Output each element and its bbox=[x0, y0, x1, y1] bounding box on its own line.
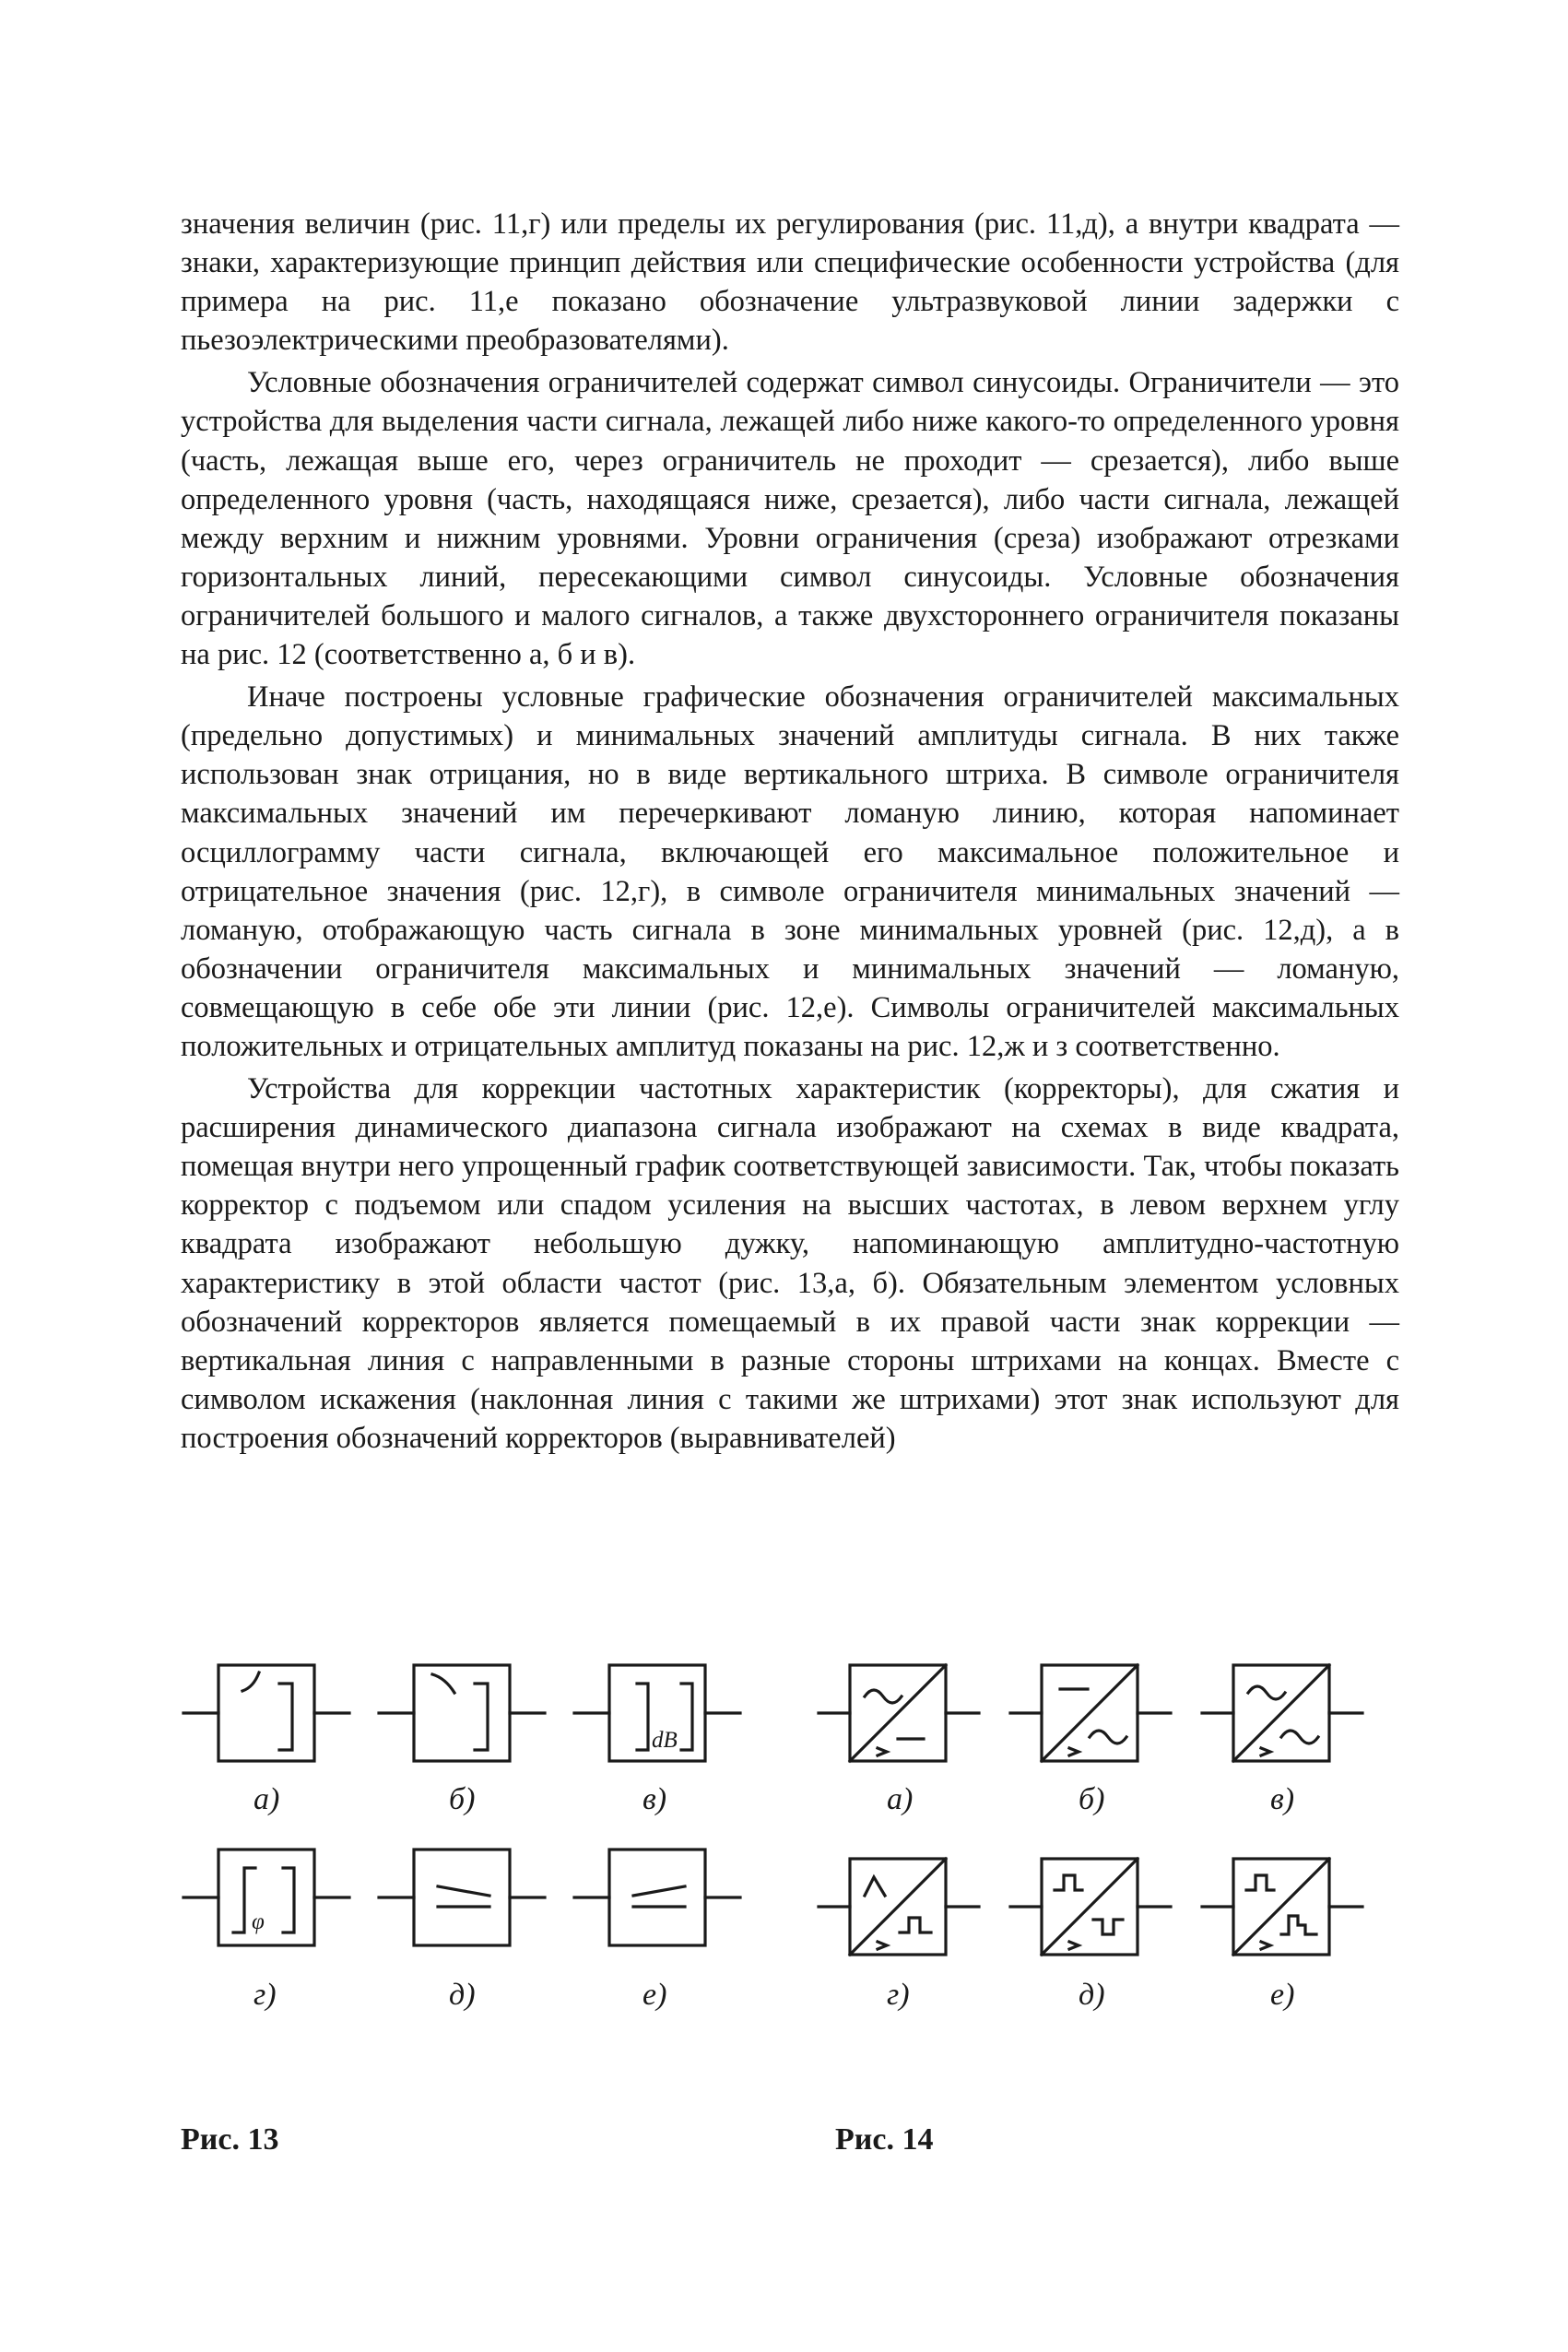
fig13-label-b: б) bbox=[449, 1782, 476, 1816]
fig13-label-d: д) bbox=[449, 1978, 476, 2012]
fig13-symbol-e bbox=[574, 1850, 740, 1945]
fig14-label-e: е) bbox=[1270, 1978, 1295, 2012]
fig13-symbol-g bbox=[183, 1850, 349, 1945]
paragraph-1: значения величин (рис. 11,г) или пределы их регулирования (рис. 11,д), а внутри квадрата — знаки, характеризующие принцип действия или специфические особенности устройства (для примера на рис. 11,е показано обозначение ультразвуковой линии задержки с пьезоэлектрическими преобразователями). bbox=[181, 207, 1399, 358]
fig13-label-e: е) bbox=[643, 1978, 667, 2012]
fig14-label-a: а) bbox=[887, 1782, 914, 1816]
fig13-symbol-v bbox=[574, 1665, 740, 1761]
fig14-symbol-v bbox=[1202, 1665, 1362, 1761]
fig14-symbol-b bbox=[1010, 1665, 1171, 1761]
figure-13 bbox=[180, 1660, 770, 2093]
fig14-symbol-d bbox=[1010, 1859, 1171, 1955]
phi-label: φ bbox=[252, 1909, 265, 1934]
fig14-label-d: д) bbox=[1079, 1978, 1105, 2012]
db-label: dB bbox=[652, 1728, 678, 1753]
fig14-label-b: б) bbox=[1079, 1782, 1105, 1816]
fig13-symbol-b bbox=[379, 1665, 545, 1761]
fig13-symbol-a bbox=[183, 1665, 349, 1761]
fig13-label-v: в) bbox=[643, 1782, 667, 1816]
figure-14 bbox=[817, 1650, 1407, 2093]
figure-14-caption: Рис. 14 bbox=[835, 2122, 934, 2157]
fig14-label-g: г) bbox=[887, 1978, 910, 2012]
paragraph-4: Устройства для коррекции частотных характеристик (корректоры), для сжатия и расширения динамического диапазона сигнала изображают на схемах в виде квадрата, помещая внутри него упрощенный график соответствующей зависимости. Так, чтобы показать корректор с подъемом или спадом усиления на высших частотах, в левом верхнем углу квадрата изображают небольшую дужку, напоминающую амплитудно-частотную характеристику в этой области частот (рис. 13,а, б). Обязательным элементом условных обозначений корректоров является помещаемый в их правой части знак коррекции — вертикальная линия с направленными в разные стороны штрихами на концах. Вместе с символом искажения (наклонная линия с такими же штрихами) этот знак используют для построения обозначений корректоров (выравнивателей) bbox=[181, 1072, 1399, 1455]
paragraph-3: Иначе построены условные графические обозначения ограничителей максимальных (предельно допустимых) и минимальных значений амплитуды сигнала. В них также использован знак отрицания, но в виде вертикального штриха. В символе ограничителя максимальных значений им перечеркивают ломаную линию, которая напоминает осциллограмму части сигнала, включающей его максимальное положительное и отрицательное значения (рис. 12,г), в символе ограничителя минимальных значений — ломаную, отображающую часть сигнала в зоне минимальных уровней (рис. 12,д), а в обозначении ограничителя максимальных и минимальных значений — ломаную, совмещающую в себе обе эти линии (рис. 12,е). Символы ограничителей максимальных положительных и отрицательных амплитуд показаны на рис. 12,ж и з соответственно. bbox=[181, 680, 1399, 1063]
fig13-symbol-d bbox=[379, 1850, 545, 1945]
fig14-symbol-a bbox=[819, 1665, 979, 1761]
fig14-label-v: в) bbox=[1270, 1782, 1295, 1816]
paragraph-2: Условные обозначения ограничителей содержат символ синусоиды. Ограничители — это устройства для выделения части сигнала, лежащей либо ниже какого-то определенного уровня (часть, лежащая выше его, через ограничитель не проходит — срезается), либо выше определенного уровня (часть, находящаяся ниже, срезается), либо части сигнала, лежащей между верхним и нижним уровнями. Уровни ограничения (среза) изображают отрезками горизонтальных линий, пересекающими символ синусоиды. Условные обозначения ограничителей большого и малого сигналов, а также двухстороннего ограничителя показаны на рис. 12 (соответственно а, б и в). bbox=[181, 366, 1399, 672]
body-text bbox=[181, 205, 1399, 1458]
fig13-label-g: г) bbox=[253, 1978, 277, 2012]
figure-13-caption: Рис. 13 bbox=[181, 2122, 279, 2157]
fig14-symbol-e bbox=[1202, 1859, 1362, 1955]
fig14-symbol-g bbox=[819, 1859, 979, 1955]
fig13-label-a: а) bbox=[253, 1782, 280, 1816]
